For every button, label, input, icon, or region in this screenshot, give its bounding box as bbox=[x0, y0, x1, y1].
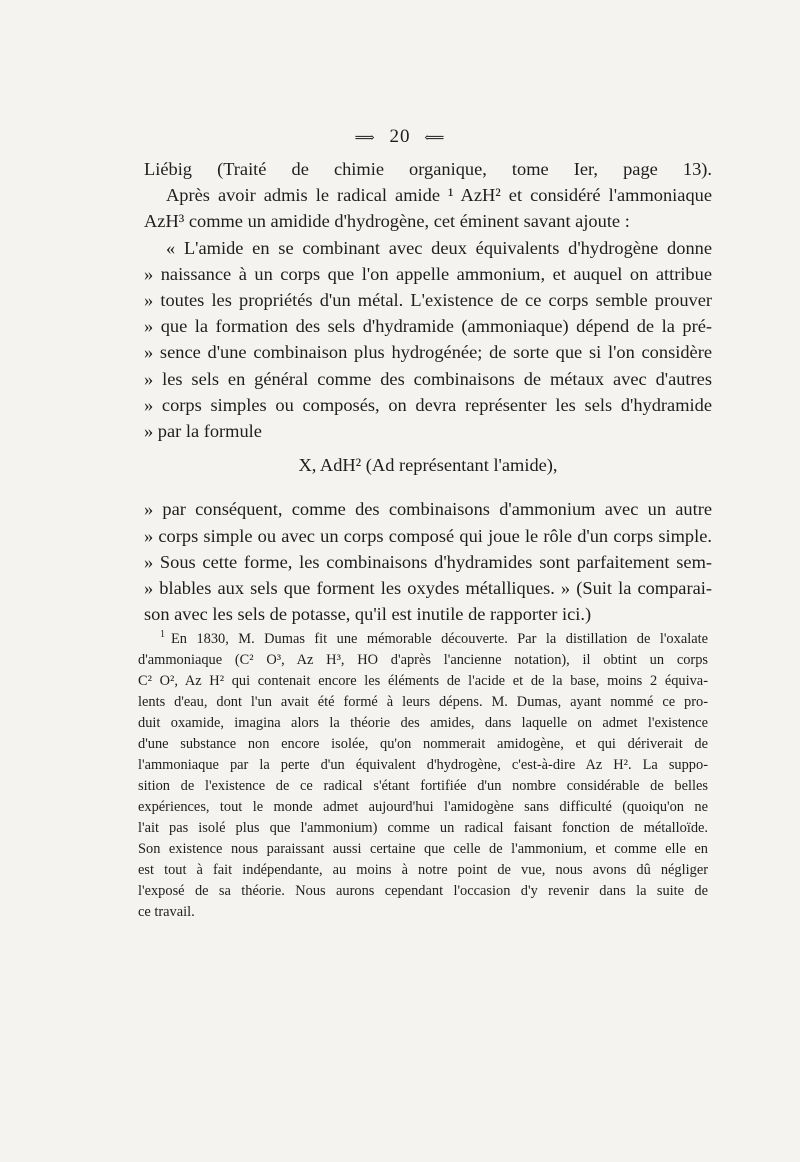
main-text bbox=[144, 156, 712, 627]
text-line: Liébig (Traité de chimie organique, tome Ier, page 13). bbox=[144, 159, 712, 179]
footnote-line: sition de l'existence de ce radical s'étant fortifiée d'un nombre considérable de belles bbox=[138, 777, 708, 794]
quote-line: » corps simple ou avec un corps composé qui joue le rôle d'un corps simple. bbox=[144, 525, 712, 546]
footnote-marker: 1 bbox=[160, 629, 165, 640]
quote-line: » que la formation des sels d'hydramide (ammoniaque) dépend de la pré- bbox=[144, 316, 712, 337]
footnote-text: En 1830, M. Dumas fit une mémorable découverte. Par la distillation de l'oxalate bbox=[171, 630, 708, 647]
quote-line: » blables aux sels que forment les oxydes métalliques. » (Suit la comparai- bbox=[144, 578, 712, 599]
footnote-line: l'ait pas isolé plus que l'ammonium) comme un radical faisant fonction de métalloïde. bbox=[138, 819, 708, 836]
quote-line: « L'amide en se combinant avec deux équivalents d'hydrogène donne bbox=[166, 237, 712, 258]
footnote-line: lents d'eau, dont l'un avait été formé à leurs dépens. M. Dumas, ayant nommé ce pro- bbox=[138, 693, 708, 710]
footnote-line: d'une substance non encore isolée, qu'on nommerait amidogène, et qui dériverait de bbox=[138, 735, 708, 752]
footnote-line: est tout à fait indépendante, au moins à notre point de vue, nous avons dû négliger bbox=[138, 861, 708, 878]
quote-line: » naissance à un corps que l'on appelle ammonium, et auquel on attribue bbox=[144, 263, 712, 284]
quote-line: » par la formule bbox=[144, 421, 262, 442]
footnote-line: Son existence nous paraissant aussi certaine que celle de l'ammonium, et comme elle en bbox=[138, 840, 708, 857]
footnote bbox=[138, 624, 708, 923]
page-header bbox=[0, 126, 800, 148]
footnote-line-0 bbox=[138, 624, 708, 650]
quote-line: » corps simples ou composés, on devra représenter les sels d'hydramide bbox=[144, 394, 712, 415]
quote-line: » par conséquent, comme des combinaisons d'ammonium avec un autre bbox=[144, 499, 712, 520]
formula: X, AdH² (Ad représentant l'amide), bbox=[298, 455, 558, 476]
footnote-line: duit oxamide, imagina alors la théorie des amides, dans laquelle on admet l'existence bbox=[138, 714, 708, 731]
text-line: AzH³ comme un amidide d'hydrogène, cet éminent savant ajoute : bbox=[144, 211, 630, 232]
quote-line: » toutes les propriétés d'un métal. L'existence de ce corps semble prouver bbox=[144, 290, 712, 311]
quote-line: » les sels en général comme des combinaisons de métaux avec d'autres bbox=[144, 368, 712, 389]
quote-line: » Sous cette forme, les combinaisons d'hydramides sont parfaitement sem- bbox=[144, 551, 712, 572]
page-number: 20 bbox=[389, 126, 411, 147]
footnote-line: l'exposé de sa théorie. Nous aurons cependant l'occasion d'y revenir dans la suite de bbox=[138, 882, 708, 899]
text-line: Après avoir admis le radical amide ¹ AzH² et considéré l'ammoniaque bbox=[166, 185, 712, 206]
footnote-line: expériences, tout le monde admet aujourd'hui l'amidogène sans difficulté (quoiqu'on ne bbox=[138, 798, 708, 815]
quote-line: » sence d'une combinaison plus hydrogénée; de sorte que si l'on considère bbox=[144, 342, 712, 363]
right-ornament: ⟸ bbox=[424, 131, 446, 146]
text-line: son avec les sels de potasse, qu'il est inutile de rapporter ici.) bbox=[144, 604, 592, 625]
footnote-line: ce travail. bbox=[138, 903, 195, 920]
footnote-line: l'ammoniaque par la perte d'un équivalent d'hydrogène, c'est-à-dire Az H². La suppo- bbox=[138, 756, 708, 773]
footnote-line: C² O², Az H² qui contenait encore les éléments de l'acide et de la base, moins 2 équiva- bbox=[138, 672, 708, 689]
footnote-line: d'ammoniaque (C² O³, Az H³, HO d'après l'ancienne notation), il obtint un corps bbox=[138, 651, 708, 668]
left-ornament: ⟹ bbox=[354, 131, 376, 146]
